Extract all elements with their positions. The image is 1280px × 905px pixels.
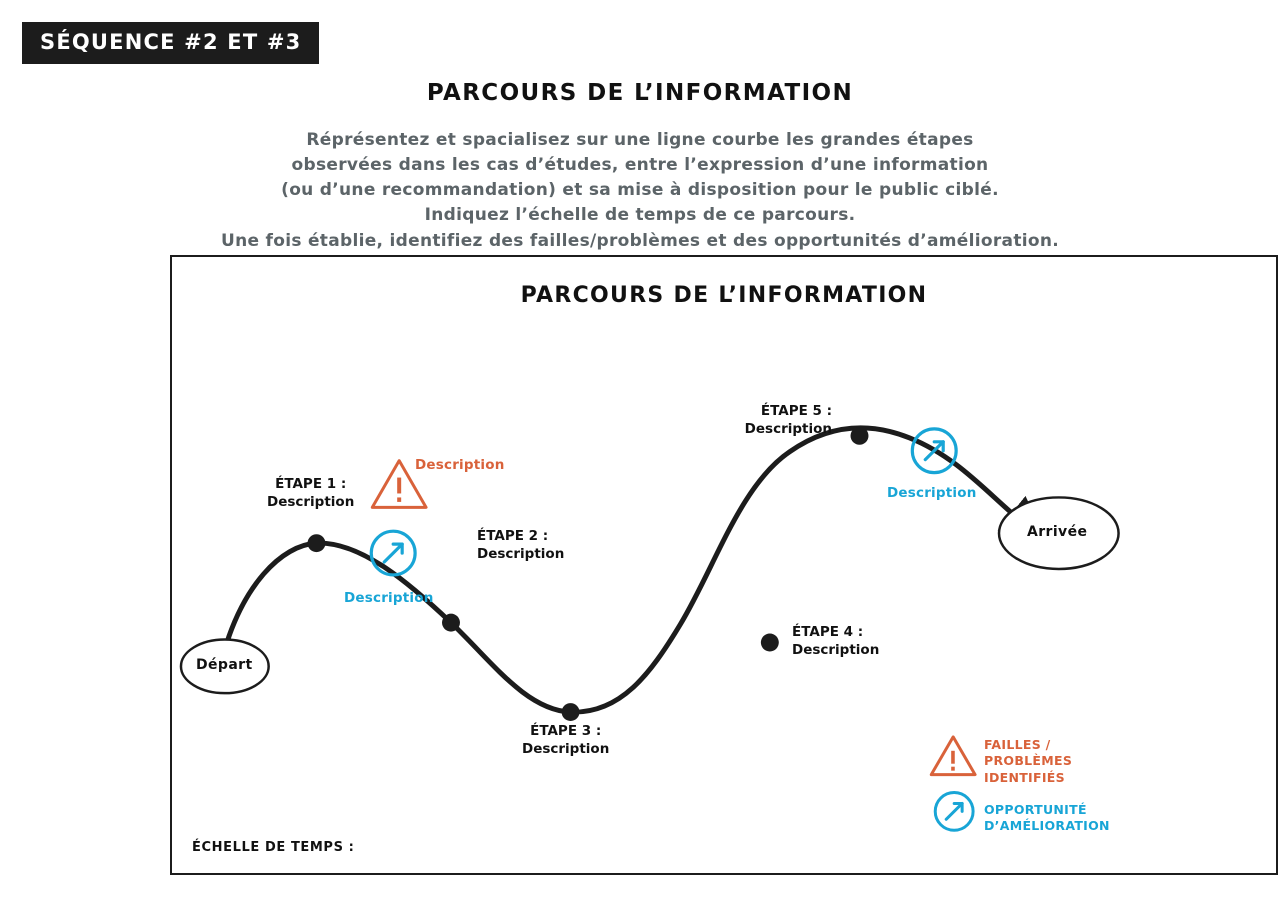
instruction-line: observées dans les cas d’études, entre l’expression d’une information (291, 155, 989, 176)
step-label-1 (267, 475, 354, 511)
step-node-4 (761, 634, 779, 652)
annotation-warning-text: Description (415, 457, 505, 473)
legend-warning-line-3: IDENTIFIÉS (984, 769, 1065, 785)
legend-warning-line-2: PROBLÈMES (984, 753, 1073, 769)
journey-path (222, 428, 1024, 712)
step-3-name: ÉTAPE 3 : (530, 723, 602, 739)
step-node-1 (308, 534, 326, 552)
step-5-name: ÉTAPE 5 : (760, 403, 832, 419)
step-4-name: ÉTAPE 4 : (792, 624, 864, 640)
instruction-line: Réprésentez et spacialisez sur une ligne courbe les grandes étapes (306, 130, 974, 150)
legend-opportunity-line-1: OPPORTUNITÉ (984, 802, 1087, 817)
step-node-5 (851, 427, 869, 445)
opportunity-arrow-icon (371, 531, 415, 575)
step-2-name: ÉTAPE 2 : (477, 528, 549, 544)
legend-opportunity-label (984, 802, 1110, 835)
step-label-5 (697, 402, 832, 438)
legend-warning-line-1: FAILLES / (984, 737, 1051, 752)
instruction-line: (ou d’une recommandation) et sa mise à disposition pour le public ciblé. (281, 180, 999, 201)
annotation-opportunity-text-2: Description (887, 485, 977, 501)
instruction-line: Une fois établie, identifiez des failles/problèmes et des opportunités d’amélioration. (220, 230, 1060, 251)
step-node-2 (442, 614, 460, 632)
step-2-desc: Description (477, 546, 565, 563)
annotation-opportunity-text-1: Description (344, 590, 434, 606)
journey-curve-graphic (172, 257, 1276, 873)
page-title: PARCOURS DE L’INFORMATION (426, 80, 854, 106)
step-1-name: ÉTAPE 1 : (275, 476, 347, 492)
diagram-title: PARCOURS DE L’INFORMATION (520, 283, 928, 308)
step-4-desc: Description (792, 642, 880, 659)
step-5-desc: Description (744, 421, 832, 438)
instructions-block (0, 128, 1280, 254)
legend-opportunity-line-2: D’AMÉLIORATION (984, 818, 1110, 834)
legend-warning-triangle-icon (931, 737, 975, 775)
end-label: Arrivée (1027, 524, 1088, 540)
legend-warning-label (984, 737, 1072, 786)
step-3-desc: Description (522, 741, 610, 758)
sequence-badge: SÉQUENCE #2 ET #3 (22, 22, 319, 64)
instruction-line: Indiquez l’échelle de temps de ce parcours. (424, 205, 856, 226)
timescale-label: ÉCHELLE DE TEMPS : (192, 840, 355, 855)
opportunity-arrow-icon (912, 429, 956, 473)
legend-opportunity-arrow-icon (935, 793, 973, 831)
step-label-4 (792, 623, 879, 659)
diagram-canvas (170, 255, 1278, 875)
step-node-3 (562, 703, 580, 721)
step-label-2 (477, 527, 564, 563)
start-label: Départ (196, 657, 253, 673)
step-label-3 (522, 722, 609, 758)
step-1-desc: Description (267, 494, 355, 511)
